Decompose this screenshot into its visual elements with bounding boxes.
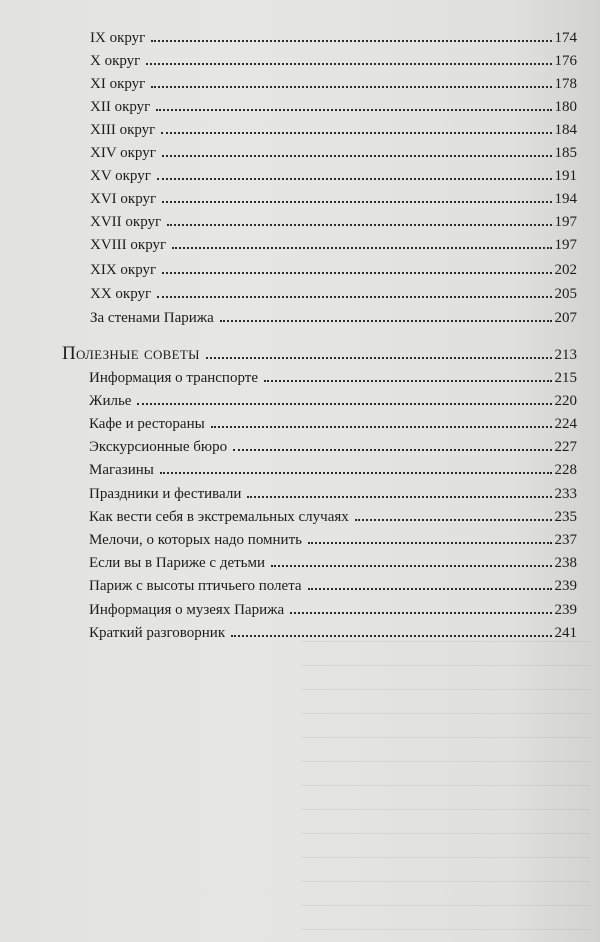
toc-entry <box>90 308 577 328</box>
toc-entry-label: XX округ <box>90 286 152 302</box>
toc-entry-page: 227 <box>554 439 577 455</box>
dot-leader <box>271 564 551 567</box>
toc-entry <box>89 460 577 480</box>
toc-entry-label: Информация о транспорте <box>89 370 258 386</box>
toc-entry <box>89 484 577 504</box>
dot-leader <box>156 108 551 111</box>
dot-leader <box>161 131 551 134</box>
toc-entry-page: 228 <box>554 462 577 478</box>
toc-entry <box>89 600 577 620</box>
dot-leader <box>290 611 551 614</box>
toc-entry-page: 197 <box>554 214 577 230</box>
toc-entry-label: XII округ <box>90 99 151 115</box>
toc-entry <box>89 507 577 527</box>
toc-entry-label: Если вы в Париже с детьми <box>89 555 266 571</box>
toc-entry <box>89 553 577 573</box>
dot-leader <box>167 223 551 226</box>
toc-entry <box>90 97 577 117</box>
toc-entry-label: XV округ <box>90 168 151 184</box>
dot-leader <box>151 85 551 88</box>
toc-entry <box>89 623 577 643</box>
toc-entry <box>90 51 577 71</box>
toc-entry-page: 202 <box>554 262 577 278</box>
toc-entry-label: Информация о музеях Парижа <box>89 602 285 618</box>
toc-entry <box>90 28 577 48</box>
toc-entry <box>89 576 577 596</box>
toc-entry-label: XIX округ <box>90 262 157 278</box>
toc-entry-label: XVIII округ <box>90 237 167 253</box>
toc-entry <box>90 284 577 304</box>
toc-entry <box>90 143 577 163</box>
toc-entry-label: Как вести себя в экстремальных случаях <box>89 509 349 525</box>
dot-leader <box>231 634 551 637</box>
toc-entry-label: Мелочи, о которых надо помнить <box>89 532 302 548</box>
toc-entry <box>90 166 577 186</box>
toc-entry-label: Магазины <box>89 462 154 478</box>
toc-entry-page: 180 <box>554 99 577 115</box>
dot-leader <box>172 246 551 249</box>
dot-leader <box>137 402 551 405</box>
toc-entry-label: Париж с высоты птичьего полета <box>89 578 302 594</box>
toc-entry-page: 197 <box>554 237 577 253</box>
toc-entry-page: 239 <box>554 602 577 618</box>
section-title: Полезные советы <box>62 343 200 364</box>
toc-entry <box>89 437 577 457</box>
toc-entry <box>90 260 577 280</box>
toc-entry <box>90 74 577 94</box>
section-page: 213 <box>554 347 577 363</box>
toc-entry-label: XVI округ <box>90 191 157 207</box>
dot-leader <box>160 471 552 474</box>
toc-entry-page: 178 <box>554 76 577 92</box>
toc-entry-label: Праздники и фестивали <box>89 486 242 502</box>
toc-entry-label: Экскурсионные бюро <box>89 439 228 455</box>
toc-entry-label: За стенами Парижа <box>90 310 214 326</box>
toc-entry-page: 233 <box>554 486 577 502</box>
toc-entry <box>89 391 577 411</box>
toc-entry-label: IX округ <box>90 30 146 46</box>
dot-leader <box>162 271 551 274</box>
dot-leader <box>247 495 551 498</box>
dot-leader <box>206 356 552 359</box>
toc-entry-page: 207 <box>554 310 577 326</box>
toc-entry-label: XI округ <box>90 76 146 92</box>
dot-leader <box>157 295 551 298</box>
toc-entry-page: 241 <box>554 625 577 641</box>
dot-leader <box>308 587 552 590</box>
dot-leader <box>157 177 552 180</box>
dot-leader <box>264 379 552 382</box>
toc-entry-label: Жилье <box>89 393 132 409</box>
dot-leader <box>146 62 551 65</box>
toc-entry-page: 191 <box>554 168 577 184</box>
toc-entry-page: 237 <box>554 532 577 548</box>
toc-entry-label: Краткий разговорник <box>89 625 226 641</box>
toc-entry-page: 205 <box>554 286 577 302</box>
toc-entry-label: Кафе и рестораны <box>89 416 205 432</box>
dot-leader <box>220 319 552 322</box>
dot-leader <box>355 518 552 521</box>
toc-entry-page: 185 <box>554 145 577 161</box>
toc-entry-page: 174 <box>554 30 577 46</box>
toc-entry-page: 184 <box>554 122 577 138</box>
toc-entry-label: X округ <box>90 53 141 69</box>
dot-leader <box>151 39 551 42</box>
dot-leader <box>162 154 552 157</box>
show-through-texture <box>300 640 590 930</box>
toc-entry-page: 215 <box>554 370 577 386</box>
toc-entry <box>90 120 577 140</box>
toc-entry-page: 239 <box>554 578 577 594</box>
toc-entry-page: 235 <box>554 509 577 525</box>
dot-leader <box>211 425 552 428</box>
toc-entry-page: 194 <box>554 191 577 207</box>
toc-entry-label: XIV округ <box>90 145 156 161</box>
toc-entry-page: 176 <box>554 53 577 69</box>
toc-entry <box>89 414 577 434</box>
toc-entry-page: 238 <box>554 555 577 571</box>
toc-entry-label: XIII округ <box>90 122 156 138</box>
toc-entry <box>90 212 577 232</box>
dot-leader <box>233 448 551 451</box>
toc-entry-page: 224 <box>554 416 577 432</box>
dot-leader <box>162 200 551 203</box>
toc-entry-label: XVII округ <box>90 214 162 230</box>
toc-entry <box>90 189 577 209</box>
toc-section-heading <box>62 342 577 367</box>
toc-entry-page: 220 <box>554 393 577 409</box>
dot-leader <box>308 541 552 544</box>
toc-entry <box>89 530 577 550</box>
toc-entry <box>89 368 577 388</box>
toc-entry <box>90 235 577 255</box>
